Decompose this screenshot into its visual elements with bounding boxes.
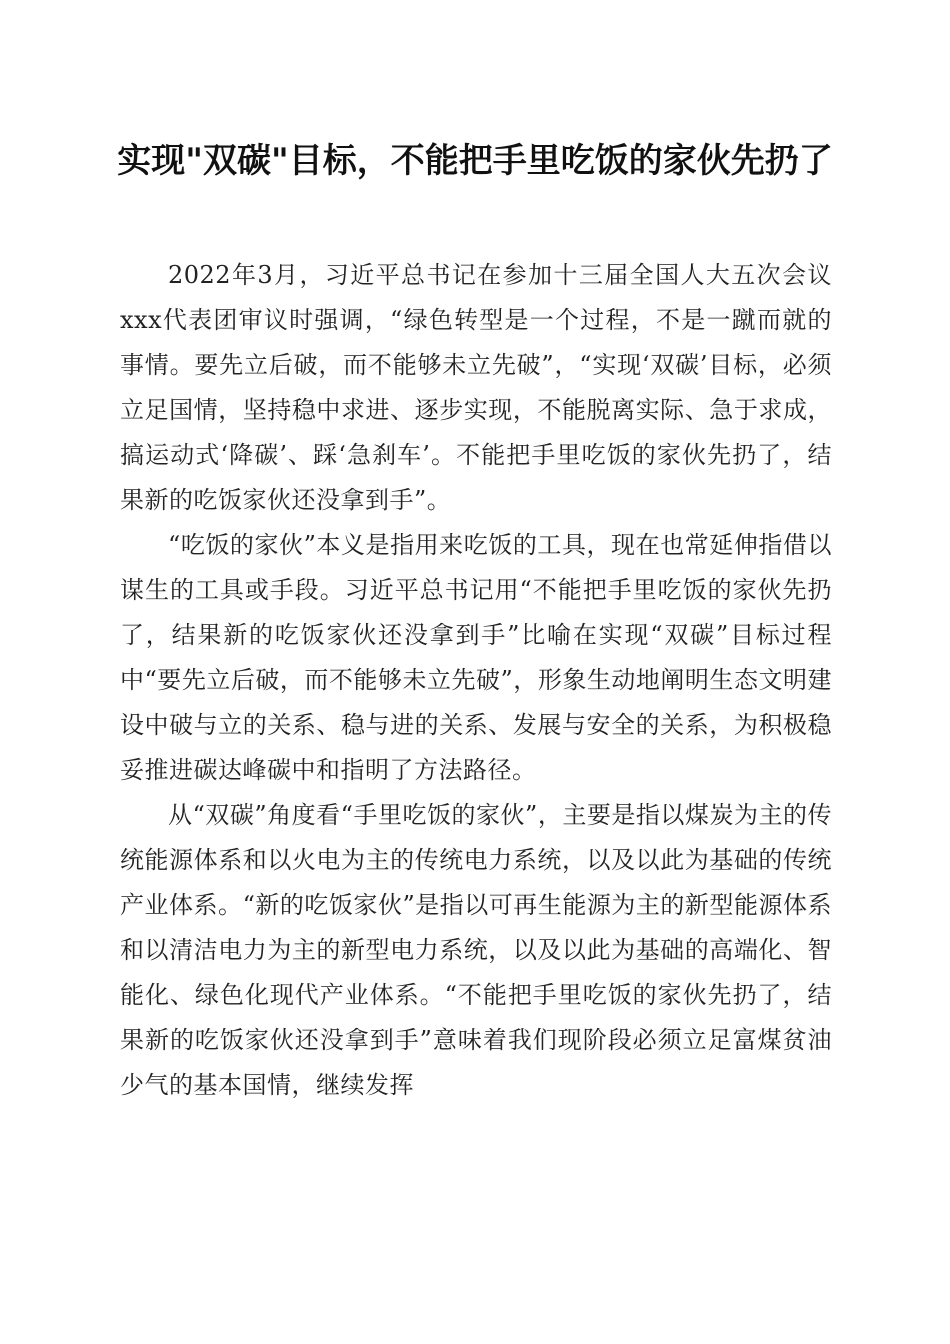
document-body [120, 253, 832, 1108]
document-title: 实现"双碳"目标，不能把手里吃饭的家伙先扔了 [117, 141, 833, 181]
paragraph: “吃饭的家伙”本义是指用来吃饭的工具，现在也常延伸指借以谋生的工具或手段。习近平总书记用“不能把手里吃饭的家伙先扔了，结果新的吃饭家伙还没拿到手”比喻在实现“双碳”目标过程中“要先立后破，而不能够未立先破”，形象生动地阐明生态文明建设中破与立的关系、稳与进的关系、发展与安全的关系，为积极稳妥推进碳达峰碳中和指明了方法路径。 [120, 531, 832, 784]
paragraph: 从“双碳”角度看“手里吃饭的家伙”，主要是指以煤炭为主的传统能源体系和以火电为主的传统电力系统，以及以此为基础的传统产业体系。“新的吃饭家伙”是指以可再生能源为主的新型能源体系和以清洁电力为主的新型电力系统，以及以此为基础的高端化、智能化、绿色化现代产业体系。“不能把手里吃饭的家伙先扔了，结果新的吃饭家伙还没拿到手”意味着我们现阶段必须立足富煤贫油少气的基本国情，继续发挥 [120, 801, 832, 1099]
paragraph: 2022年3月，习近平总书记在参加十三届全国人大五次会议xxx代表团审议时强调，“绿色转型是一个过程，不是一蹴而就的事情。要先立后破，而不能够未立先破”，“实现‘双碳’目标，必须立足国情，坚持稳中求进、逐步实现，不能脱离实际、急于求成，搞运动式‘降碳’、踩‘急刹车’。不能把手里吃饭的家伙先扔了，结果新的吃饭家伙还没拿到手”。 [120, 261, 832, 514]
